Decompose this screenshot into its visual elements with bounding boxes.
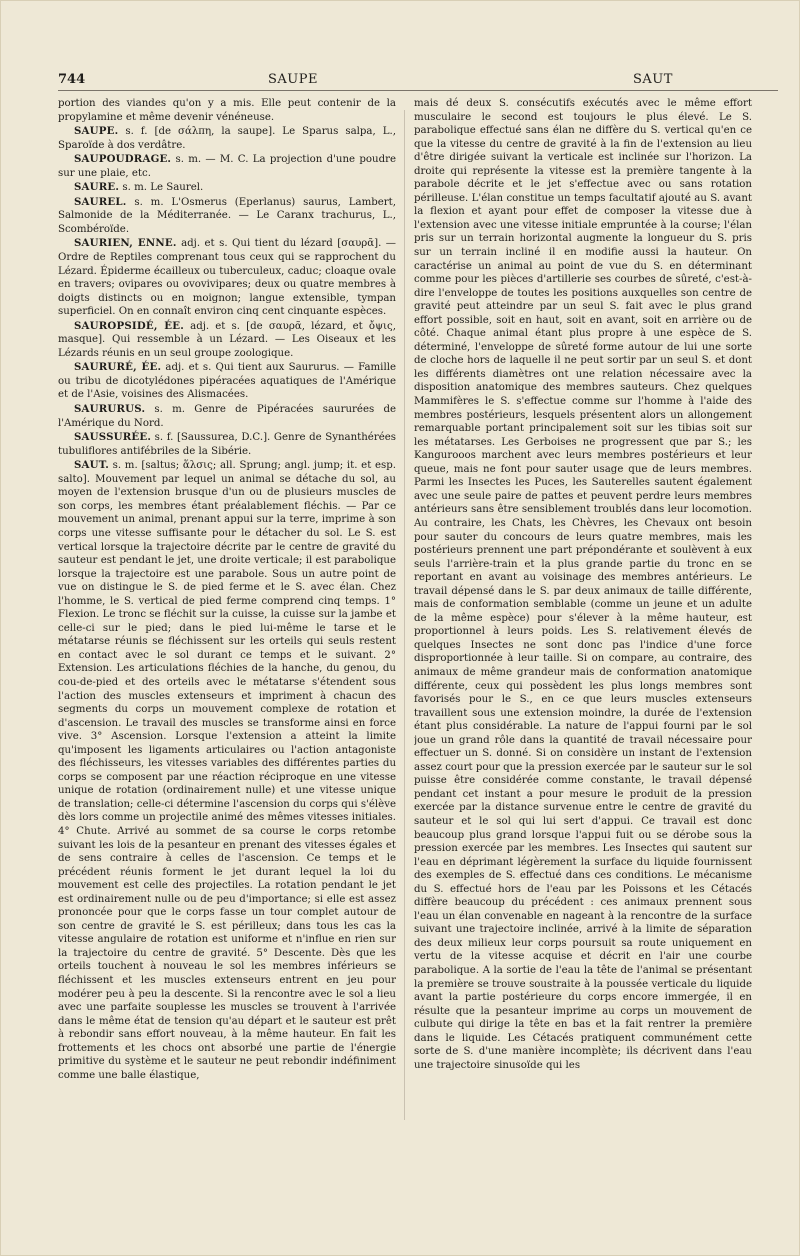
entry-headword: SAURURÉ, ÉE. xyxy=(74,361,162,374)
entry-paragraph xyxy=(58,320,396,361)
entry-paragraph xyxy=(414,97,752,1072)
entry-text: adj. et s. [de σαυρᾶ, lézard, et ὄψις, masque]. Qui ressemble à un Lézard. — Les Oiseaux et les Lézards réunis en un seul groupe zoologique. xyxy=(58,320,396,359)
entry-paragraph xyxy=(58,196,396,237)
entry-text: s. m. L'Osmerus (Eperlanus) saurus, Lambert, Salmonide de la Méditerranée. — Le Caranx trachurus, L., Scombéroïde. xyxy=(58,196,396,235)
entry-headword: SAUREL. xyxy=(74,195,127,208)
entry-headword: SAUPOUDRAGE. xyxy=(74,153,172,166)
entry-text: s. m. Le Saurel. xyxy=(119,182,204,194)
entry-paragraph xyxy=(58,459,396,1082)
entry-paragraph xyxy=(58,431,396,458)
left-column xyxy=(58,97,396,1182)
header-left-word: SAUPE xyxy=(268,72,318,87)
entry-paragraph xyxy=(58,181,396,195)
right-column xyxy=(414,97,752,1182)
entry-text: adj. et s. Qui tient aux Saururus. — Famille ou tribu de dicotylédones pipéracées aquatiques de l'Amérique et de l'Asie, voisines des Alismacées. xyxy=(58,362,396,401)
entry-headword: SAUROPSIDÉ, ÉE. xyxy=(74,319,184,332)
entry-text: s. m. Genre de Pipéracées saururées de l'Amérique du Nord. xyxy=(58,404,396,429)
header-right-word: SAUT xyxy=(633,72,673,87)
entry-headword: SAUPE. xyxy=(74,125,119,138)
entry-paragraph xyxy=(58,97,396,124)
entry-text: s. f. [Saussurea, D.C.]. Genre de Synanthérées tubuliflores antifébriles de la Sibérie. xyxy=(58,432,396,457)
running-header xyxy=(58,72,778,91)
entry-text: s. m. — M. C. La projection d'une poudre sur une plaie, etc. xyxy=(58,154,396,179)
entry-headword: SAURE. xyxy=(74,181,120,194)
entry-text: mais dé deux S. consécutifs exécutés avec le même effort musculaire le second est toujours le plus élevé. Le S. parabolique effectué sans élan ne diffère du S. vertical qu'en ce que la vitesse du centre de gravité à la fin de l'extension au lieu d'être dirigée suivant la verticale est inclinée sur l'horizon. La droite qui représente la vitesse est la première tangente à la parabole décrite et le jet s'effectue avec ou sans rotation périlleuse. L'élan constitue un temps facultatif ajouté au S. avant la flexion et ayant pour effet de composer la vitesse due à l'extension avec une vitesse initiale empruntée à la course; l'élan pris sur un terrain horizontal augmente la longueur du S. pris sur un terrain incliné il en modifie aussi la hauteur. On caractérise un animal au point de vue du S. en déterminant comme pour les pièces d'artillerie ses courbes de sûreté, c'est-à-dire l'enveloppe de toutes les positions auxquelles son centre de gravité peut atteindre par un seul S. fait avec le plus grand effort possible, soit en haut, soit en avant, soit en arrière ou de côté. Chaque animal étant plus propre à une espèce de S. déterminé, l'enveloppe de sûreté forme autour de lui une sorte de cloche hors de laquelle il ne peut sortir par un seul S. et dont les différents diamètres ont une relation nécessaire avec la disposition anatomique des membres sauteurs. Chez quelques Mammifères le S. s'effectue comme sur l'homme à l'aide des membres postérieurs, lesquels présentent alors un allongement remarquable portant principalement soit sur les tibias soit sur les métatarses. Les Gerboises ne progressent que par S.; les Kangurooos marchent avec leurs membres postérieurs et leur queue, mais ne font pour sauter usage que de leurs membres. Parmi les Insectes les Puces, les Sauterelles sautent également avec une seule paire de pattes et peuvent perdre leurs membres antérieurs sans être sensiblement troublés dans leur locomotion. Au contraire, les Chats, les Chèvres, les Chevaux ont besoin pour sauter du concours de leurs quatre membres, mais les postérieurs prennent une part prépondérante et soulèvent à eux seuls l'arrière-train et la plus grande partie du tronc en se reportant en avant au voisinage des membres antérieurs. Le travail dépensé dans le S. par deux animaux de taille différente, mais de conformation semblable (comme un jeune et un adulte de la même espèce) pour s'élever à la même hauteur, est proportionnel à leurs poids. Les S. relativement élevés de quelques Insectes ne sont donc pas l'indice d'une force disproportionnée à leur taille. Si on compare, au contraire, des animaux de même grandeur mais de conformation anatomique différente, ceux qui possèdent les plus longs membres sont favorisés pour le S., en ce que leurs muscles extenseurs travaillent sous une extension moindre, la durée de l'extension étant plus considérable. La nature de l'appui fourni par le sol joue un grand rôle dans la quantité de travail nécessaire pour effectuer un S. donné. Si on considère un instant de l'extension assez court pour que la pression exercée par le sauteur sur le sol puisse être considérée comme constante, le travail dépensé pendant cet instant a pour mesure le produit de la pression exercée par la distance survenue entre le centre de gravité du sauteur et le sol qui lui sert d'appui. Ce travail est donc beaucoup plus grand lorsque l'appui fuit ou se dérobe sous la pression exercée par les membres. Les Insectes qui sautent sur l'eau en déprimant légèrement la surface du liquide fournissent des exemples de S. effectué dans ces conditions. Le mécanisme du S. effectué hors de l'eau par les Poissons et les Cétacés diffère beaucoup du précédent : ces animaux prennent sous l'eau un élan convenable en nageant à la rencontre de la surface suivant une trajectoire inclinée, arrivé à la limite de séparation des deux milieux leur corps poursuit sa route uniquement en vertu de la vitesse acquise et décrit en l'air une courbe parabolique. A la sortie de l'eau la tête de l'animal se présentant la première se trouve soustraite à la poussée verticale du liquide avant la partie postérieure du corps encore immergée, il en résulte que la pesanteur imprime au corps un mouvement de culbute qui dirige la tête en bas et la fait rentrer la première dans le liquide. Les Cétacés pratiquent communément cette sorte de S. d'une manière incomplète; ils décrivent dans l'eau une trajectoire sinusoïde qui les xyxy=(414,98,752,1071)
entry-paragraph xyxy=(58,153,396,180)
entry-paragraph xyxy=(58,403,396,430)
entry-text: portion des viandes qu'on y a mis. Elle peut contenir de la propylamine et même devenir vénéneuse. xyxy=(58,98,396,123)
entry-headword: SAUSSURÉE. xyxy=(74,431,152,444)
entry-text: s. f. [de σάλπη, la saupe]. Le Sparus salpa, L., Sparoïde à dos verdâtre. xyxy=(58,126,396,151)
entry-headword: SAURURUS. xyxy=(74,403,146,416)
entry-text: s. m. [saltus; ἅλσις; all. Sprung; angl. jump; it. et esp. salto]. Mouvement par lequel un animal se détache du sol, au moyen de l'extension brusque d'un ou de plusieurs muscles de son corps, les membres étant préalablement fléchis. — Par ce mouvement un animal, prenant appui sur la terre, imprime à son corps une vitesse suffisante pour le détacher du sol. Le S. est vertical lorsque la trajectoire décrite par le centre de gravité du sauteur est pendant le jet, une droite verticale; il est parabolique lorsque la trajectoire est une parabole. Sous un autre point de vue on distingue le S. de pied ferme et le S. avec élan. Chez l'homme, le S. vertical de pied ferme comprend cinq temps. 1° Flexion. Le tronc se fléchit sur la cuisse, la cuisse sur la jambe et celle-ci sur le pied; dans le pied lui-même le tarse et le métatarse réunis se fléchissent sur les orteils qui seuls restent en contact avec le sol durant ce temps et le suivant. 2° Extension. Les articulations fléchies de la hanche, du genou, du cou-de-pied et des orteils avec le métatarse s'étendent sous l'action des muscles extenseurs et impriment à chacun des segments du corps un mouvement complexe de rotation et d'ascension. Le travail des muscles se transforme ainsi en force vive. 3° Ascension. Lorsque l'extension a atteint la limite qu'imposent les ligaments articulaires ou l'action antagoniste des fléchisseurs, les vitesses variables des différentes parties du corps se composent par une réaction réciproque en une vitesse unique de rotation (ordinairement nulle) et une vitesse unique de translation; celle-ci détermine l'ascension du corps qui s'élève dès lors comme un projectile animé des mêmes vitesses initiales. 4° Chute. Arrivé au sommet de sa course le corps retombe suivant les lois de la pesanteur en prenant des vitesses égales et de sens contraire à celles de l'ascension. Ce temps et le précédent réunis forment le jet durant lequel la loi du mouvement est celle des projectiles. La rotation pendant le jet est ordinairement nulle ou de peu d'importance; si elle est assez prononcée pour que le corps fasse un tour complet autour de son centre de gravité le S. est périlleux; dans tous les cas la vitesse angulaire de rotation est uniforme et n'influe en rien sur la trajectoire du centre de gravité. 5° Descente. Dès que les orteils touchent à nouveau le sol les membres inférieurs se fléchissent et les muscles extenseurs entrent en jeu pour modérer peu à peu la descente. Si la rencontre avec le sol a lieu avec une parfaite souplesse les muscles se trouvent à l'arrivée dans le même état de tension qu'au départ et le sauteur est prêt à rebondir sans effort nouveau, à la même hauteur. En fait les frottements et les chocs ont absorbé une partie de l'énergie primitive du système et le sauteur ne peut rebondir indéfiniment comme une balle élastique, xyxy=(58,460,396,1081)
entry-paragraph xyxy=(58,361,396,402)
entry-paragraph xyxy=(58,237,396,318)
entry-headword: SAUT. xyxy=(74,459,109,472)
page-number: 744 xyxy=(58,72,86,87)
entry-paragraph xyxy=(58,125,396,152)
entry-text: adj. et s. Qui tient du lézard [σαυρᾶ]. — Ordre de Reptiles comprenant tous ceux qui se rapprochent du Lézard. Épiderme écailleux ou tuberculeux, caduc; cloaque ovale en travers; ovipares ou ovovivipares; deux ou quatre membres à doigts distincts ou en moignon; langue extensible, tympan superficiel. On en connaît environ cinq cent cinquante espèces. xyxy=(58,238,396,318)
column-divider xyxy=(404,110,405,1120)
entry-headword: SAURIEN, ENNE. xyxy=(74,237,177,250)
